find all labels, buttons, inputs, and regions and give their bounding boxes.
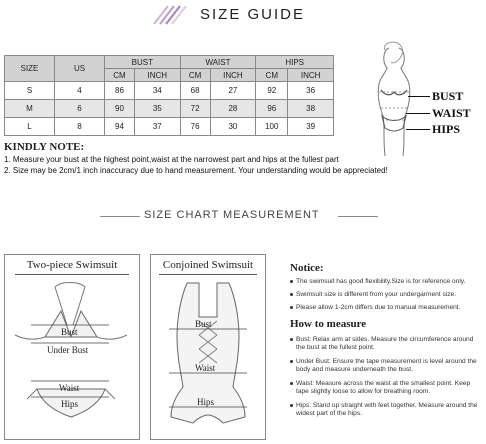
cell-size: L <box>5 118 55 136</box>
cell-size: S <box>5 82 55 100</box>
cell-waist-inch: 30 <box>210 118 256 136</box>
body-figure-illustration <box>355 40 435 160</box>
title-underline <box>15 274 129 275</box>
unit-cm: CM <box>105 69 135 82</box>
cell-size: M <box>5 100 55 118</box>
waist-pointer-line <box>406 113 430 114</box>
cell-hips-cm: 100 <box>256 118 288 136</box>
page-title: SIZE GUIDE <box>200 6 306 23</box>
cell-us: 6 <box>55 100 105 118</box>
table-row <box>5 118 334 136</box>
conjoined-swimsuit-illustration <box>151 277 265 437</box>
cell-hips-inch: 39 <box>288 118 334 136</box>
conjoined-title: Conjoined Swimsuit <box>162 259 254 271</box>
cell-bust-cm: 94 <box>105 118 135 136</box>
cell-bust-cm: 90 <box>105 100 135 118</box>
unit-cm: CM <box>256 69 288 82</box>
hips-pointer-line <box>406 129 430 130</box>
kindly-note-line: 2. Size may be 2cm/1 inch inaccuracy due to hand measurement. Your understanding would be appreciated! <box>4 166 388 175</box>
cell-waist-inch: 27 <box>210 82 256 100</box>
cell-waist-inch: 28 <box>210 100 256 118</box>
cell-waist-cm: 76 <box>180 118 210 136</box>
two-piece-swimsuit-illustration <box>5 277 139 437</box>
two-piece-bust-label: Bust <box>61 327 78 337</box>
col-us-header: US <box>55 56 105 82</box>
cell-bust-inch: 35 <box>134 100 180 118</box>
unit-cm: CM <box>180 69 210 82</box>
how-to-item: Waist: Measure across the waist at the smallest point. Keep <box>290 380 470 388</box>
notice-item: Please allow 1-2cm differs due to manual measurement. <box>290 304 460 312</box>
two-piece-title: Two-piece Swimsuit <box>26 259 118 271</box>
figure-waist-label: WAIST <box>432 106 471 120</box>
two-piece-waist-label: Waist <box>59 383 80 393</box>
size-table <box>4 55 334 136</box>
divider-right <box>338 216 378 217</box>
conjoined-waist-label: Waist <box>195 363 216 373</box>
how-to-item: Under Bust: Ensure the tape measurement is level around the <box>290 358 477 366</box>
two-piece-under-bust-label: Under Bust <box>47 345 89 355</box>
conjoined-hips-label: Hips <box>197 397 215 407</box>
cell-bust-cm: 86 <box>105 82 135 100</box>
title-underline <box>159 274 257 275</box>
unit-inch: INCH <box>288 69 334 82</box>
divider-left <box>100 216 140 217</box>
unit-inch: INCH <box>210 69 256 82</box>
section-title: SIZE CHART MEASUREMENT <box>144 209 320 221</box>
notice-item: Swimsuit size is different from your undergarment size. <box>290 291 456 299</box>
how-to-item-cont: the bust at the fullest point. <box>296 344 375 351</box>
figure-hips-label: HIPS <box>432 122 461 136</box>
figure-bust-label: BUST <box>432 89 464 103</box>
cell-bust-inch: 37 <box>134 118 180 136</box>
conjoined-swimsuit-card <box>150 254 266 440</box>
kindly-note-title: KINDLY NOTE: <box>4 141 85 153</box>
cell-hips-cm: 96 <box>256 100 288 118</box>
notice-title: Notice: <box>290 262 324 274</box>
how-to-item: Hips: Stand up straight with feet together. Measure around the <box>290 402 477 410</box>
notice-item: The swimsuit has good flexibility.Size is for reference only. <box>290 278 465 286</box>
how-to-item-cont: widest part of the hips. <box>296 410 362 417</box>
cell-hips-cm: 92 <box>256 82 288 100</box>
table-row <box>5 100 334 118</box>
cell-waist-cm: 72 <box>180 100 210 118</box>
how-to-item: Bust: Relax arm at sides. Measure the circumference around <box>290 336 473 344</box>
how-to-item-cont: tape slightly loose to allow for breathing room. <box>296 388 431 395</box>
cell-hips-inch: 38 <box>288 100 334 118</box>
waist-group-header: WAIST <box>180 56 256 69</box>
how-to-measure-title: How to measure <box>290 318 367 330</box>
cell-bust-inch: 34 <box>134 82 180 100</box>
col-size-header: SIZE <box>5 56 55 82</box>
size-chart-measurement-header <box>0 206 486 226</box>
cell-us: 8 <box>55 118 105 136</box>
unit-inch: INCH <box>134 69 180 82</box>
cell-waist-cm: 68 <box>180 82 210 100</box>
bust-group-header: BUST <box>105 56 181 69</box>
cell-us: 4 <box>55 82 105 100</box>
conjoined-bust-label: Bust <box>195 319 212 329</box>
two-piece-swimsuit-card <box>4 254 140 440</box>
two-piece-hips-label: Hips <box>61 399 79 409</box>
kindly-note-line: 1. Measure your bust at the highest point,waist at the narrowest part and hips at the fullest part <box>4 155 339 164</box>
bust-pointer-line <box>408 96 430 97</box>
table-row <box>5 82 334 100</box>
how-to-item-cont: body and measure underneath the bust. <box>296 366 413 373</box>
cell-hips-inch: 36 <box>288 82 334 100</box>
hips-group-header: HIPS <box>256 56 334 69</box>
header-stripes-icon <box>150 4 190 26</box>
